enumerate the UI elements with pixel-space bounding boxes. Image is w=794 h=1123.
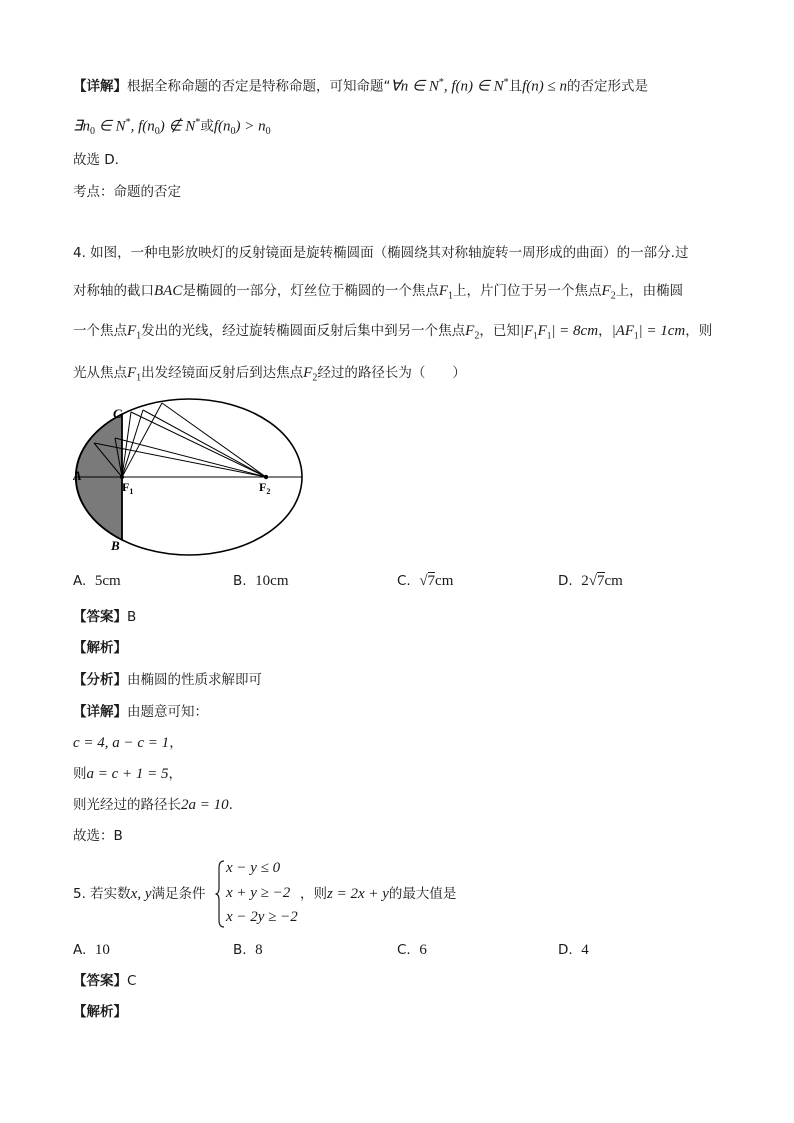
q4-analysis: 【分析】由椭圆的性质求解即可	[73, 672, 262, 688]
constraint-2: x + y ≥ −2	[226, 885, 291, 901]
detail-line-1: 【详解】根据全称命题的否定是特称命题，可知命题“∀n ∈ N*, f(n) ∈ N*且f(n) ≤ n的否定形式是	[73, 77, 648, 95]
q4-detail: 【详解】由题意可知：	[73, 704, 208, 720]
constraint-1: x − y ≤ 0	[226, 860, 281, 876]
detail-text: 根据全称命题的否定是特称命题，可知命题“	[127, 78, 391, 95]
focus-f1-dot	[120, 475, 124, 479]
q5-stem-left: 5. 若实数x, y满足条件	[73, 886, 206, 902]
topic-line: 考点：命题的否定	[73, 184, 181, 200]
q4-stem-line-2: 对称轴的截口BAC是椭圆的一部分，灯丝位于椭圆的一个焦点$F_1$上，片门位于另一个焦点$F_2$上，由椭圆	[73, 283, 684, 302]
q5-answer: 【答案】C	[73, 973, 137, 989]
q5-option-b[interactable]: B. 8	[233, 942, 263, 958]
detail-line-2: $\exists n_0$ ∈ N*, $f(n_0)$ ∉ N*或$f(n_0) > n_0$	[73, 117, 271, 138]
q4-option-d[interactable]: D. 2√7cm	[558, 573, 623, 589]
q4-eq-2: 则a = c + 1 = 5，	[73, 766, 183, 782]
q4-answer: 【答案】B	[73, 609, 137, 625]
q4-eq-1: c = 4, a − c = 1，	[73, 735, 183, 751]
focus-f2-dot	[264, 475, 268, 479]
q5-option-c[interactable]: C. 6	[397, 942, 427, 958]
sqrt-icon: √	[419, 573, 428, 589]
q4-option-c[interactable]: C. √7cm	[397, 573, 454, 589]
q4-stem-line-4: 光从焦点$F_1$出发经镜面反射后到达焦点$F_2$经过的路径长为（ ）	[73, 365, 466, 384]
q4-analysis-heading: 【解析】	[73, 640, 127, 656]
q4-option-a[interactable]: A. 5cm	[73, 573, 121, 589]
ellipse-reflector-diagram	[73, 398, 313, 558]
choice-line: 故选 D.	[73, 152, 119, 168]
q4-choice: 故选：B	[73, 828, 123, 844]
label-b: B	[111, 538, 120, 553]
label-a: A	[73, 468, 82, 483]
label-f2: $F_2$	[259, 480, 271, 496]
q4-stem-line-1: 4. 如图，一种电影放映灯的反射镜面是旋转椭圆面（椭圆绕其对称轴旋转一周形成的曲面）的一部分.过	[73, 245, 689, 261]
q5-option-d[interactable]: D. 4	[558, 942, 589, 958]
label-f1: $F_1$	[122, 480, 134, 496]
q5-analysis-heading: 【解析】	[73, 1004, 127, 1020]
sqrt-icon: √	[588, 573, 598, 589]
q5-option-a[interactable]: A. 10	[73, 942, 110, 958]
q5-stem-right: ，则z = 2x + y的最大值是	[300, 886, 457, 902]
label-c: C	[113, 406, 122, 421]
constraint-3: x − 2y ≥ −2	[226, 909, 298, 925]
q4-stem-line-3: 一个焦点$F_1$发出的光线，经过旋转椭圆面反射后集中到另一个焦点$F_2$，已知$|F_1F_1| = 8cm$，$|AF_1| = 1cm$，则	[73, 323, 713, 342]
q4-eq-3: 则光经过的路径长2a = 10.	[73, 797, 233, 813]
left-brace-icon	[215, 860, 225, 928]
q4-option-b[interactable]: B. 10cm	[233, 573, 289, 589]
detail-tag: 【详解】	[73, 78, 127, 95]
